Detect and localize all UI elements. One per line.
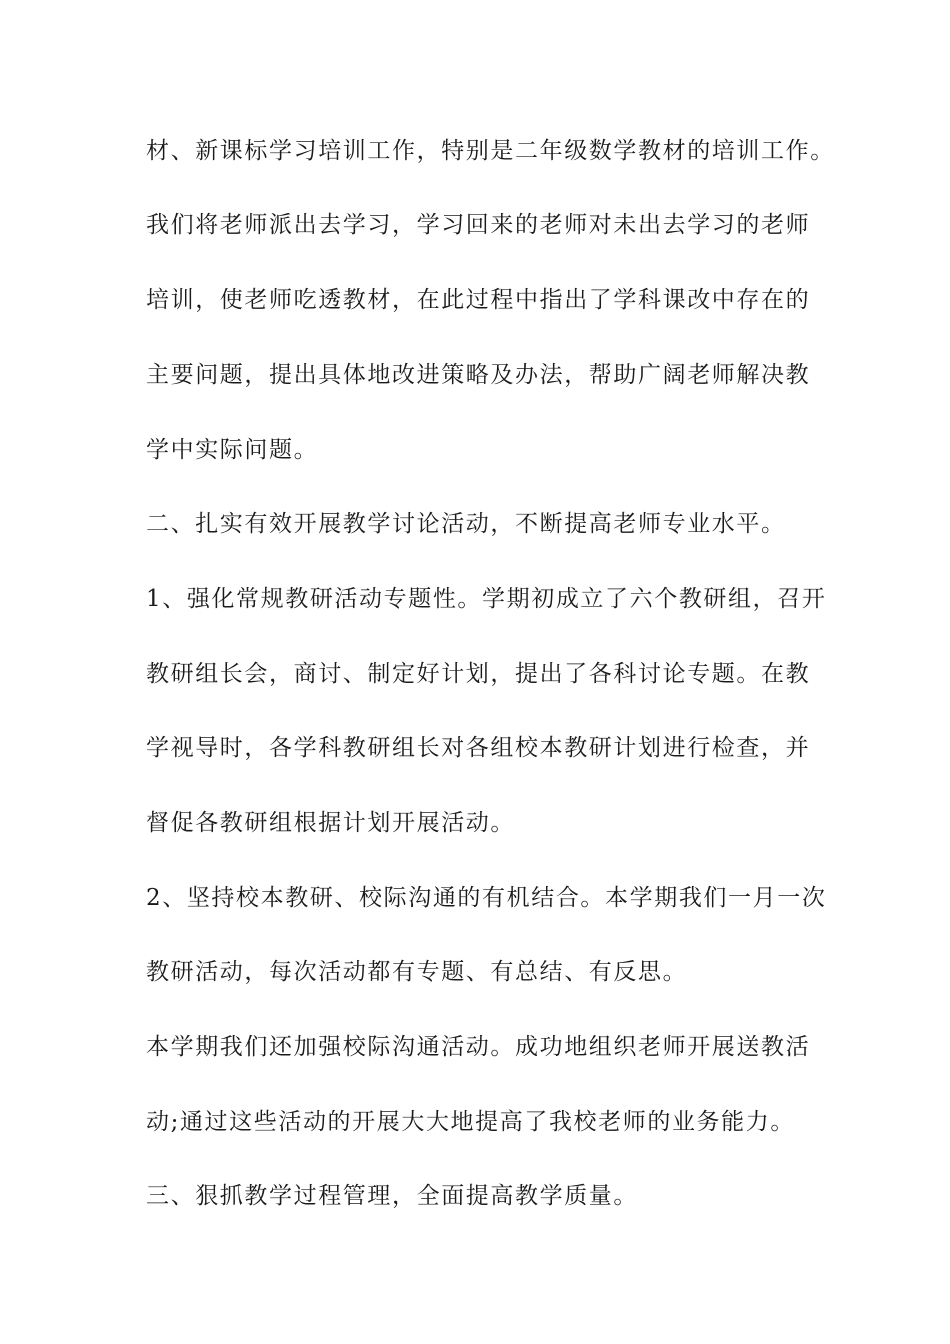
text-line: 动;通过这些活动的开展大大地提高了我校老师的业务能力。: [146, 1109, 795, 1135]
text-line: 主要问题，提出具体地改进策略及办法，帮助广阔老师解决教: [146, 362, 811, 388]
text-line: 教研组长会，商讨、制定好计划，提出了各科讨论专题。在教: [146, 661, 811, 687]
text-line: 教研活动，每次活动都有专题、有总结、有反思。: [146, 959, 688, 985]
text-line: 培训，使老师吃透教材，在此过程中指出了学科课改中存在的: [146, 287, 811, 313]
text-line: 2、坚持校本教研、校际沟通的有机结合。本学期我们一月一次: [146, 885, 827, 911]
text-line: 学中实际问题。: [146, 437, 319, 463]
text-line: 材、新课标学习培训工作，特别是二年级数学教材的培训工作。: [146, 138, 835, 164]
section-heading: 三、狠抓教学过程管理，全面提高教学质量。: [146, 1183, 638, 1209]
section-heading: 二、扎实有效开展教学讨论活动，不断提高老师专业水平。: [146, 511, 786, 537]
text-line: 1、强化常规教研活动专题性。学期初成立了六个教研组，召开: [146, 586, 827, 612]
text-line: 学视导时，各学科教研组长对各组校本教研计划进行检查，并: [146, 735, 811, 761]
text-line: 我们将老师派出去学习，学习回来的老师对未出去学习的老师: [146, 212, 811, 238]
text-line: 本学期我们还加强校际沟通活动。成功地组织老师开展送教活: [146, 1034, 811, 1060]
text-line: 督促各教研组根据计划开展活动。: [146, 810, 515, 836]
